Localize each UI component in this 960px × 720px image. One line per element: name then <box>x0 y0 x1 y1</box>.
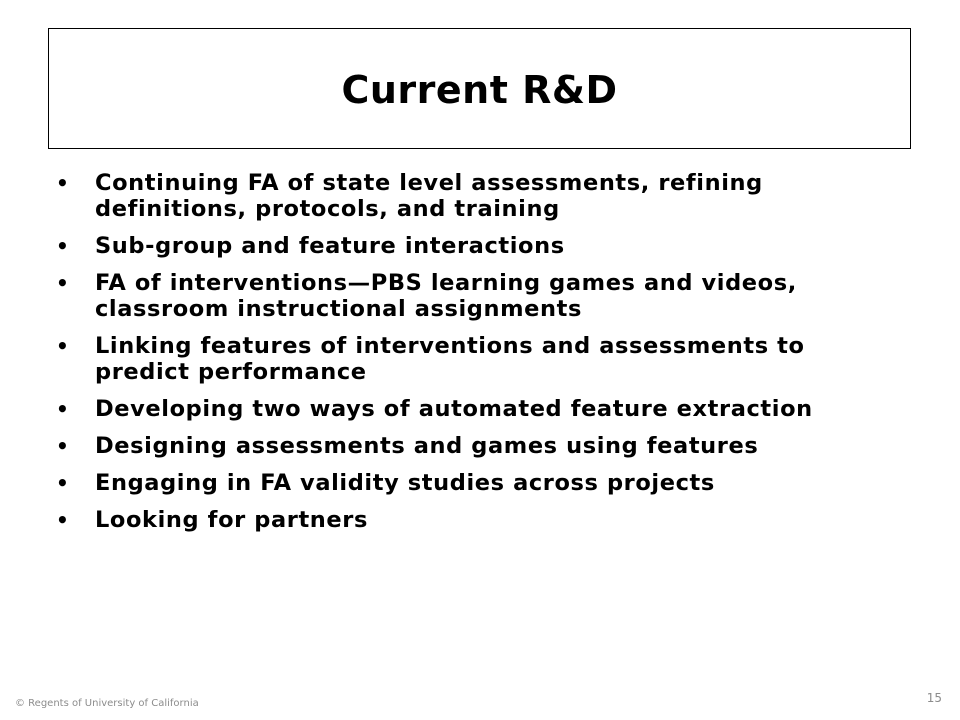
bullet-item <box>56 433 906 459</box>
bullet-text: Designing assessments and games using features <box>95 433 759 459</box>
bullet-text: Sub-group and feature interactions <box>95 233 565 259</box>
bullet-item <box>56 470 906 496</box>
bullet-icon: • <box>56 397 70 421</box>
bullet-icon: • <box>56 171 70 195</box>
bullet-item <box>56 233 906 259</box>
page-number: 15 <box>926 691 942 705</box>
bullet-item <box>56 333 906 385</box>
bullet-text: Looking for partners <box>95 507 368 533</box>
bullet-icon: • <box>56 434 70 458</box>
bullet-text: Engaging in FA validity studies across projects <box>95 470 715 496</box>
bullet-icon: • <box>56 334 70 358</box>
bullet-icon: • <box>56 271 70 295</box>
bullet-text: Continuing FA of state level assessments, refining definitions, protocols, and training <box>95 170 763 222</box>
footer-copyright: © Regents of University of California <box>15 698 199 709</box>
bullet-icon: • <box>56 508 70 532</box>
bullet-list <box>56 170 906 544</box>
title-box <box>48 28 911 149</box>
bullet-item <box>56 270 906 322</box>
bullet-item <box>56 507 906 533</box>
slide-title: Current R&D <box>341 67 618 112</box>
bullet-text: FA of interventions—PBS learning games and videos, classroom instructional assignments <box>95 270 797 322</box>
bullet-item <box>56 170 906 222</box>
bullet-text: Linking features of interventions and assessments to predict performance <box>95 333 805 385</box>
bullet-text: Developing two ways of automated feature extraction <box>95 396 813 422</box>
bullet-icon: • <box>56 234 70 258</box>
bullet-icon: • <box>56 471 70 495</box>
bullet-item <box>56 396 906 422</box>
